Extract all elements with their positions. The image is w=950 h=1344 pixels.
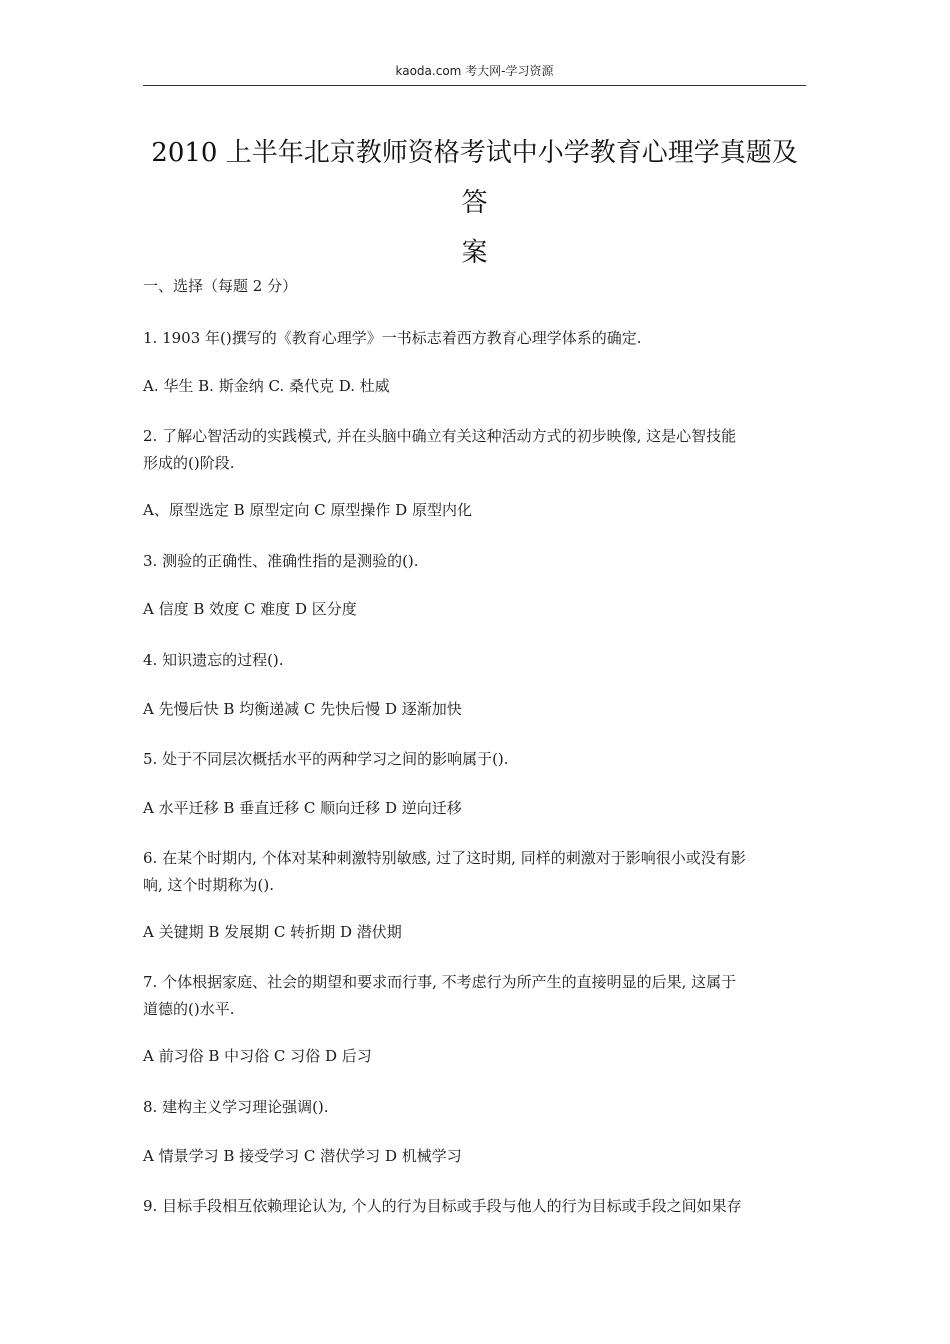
- document-title: [143, 128, 806, 278]
- question-6-stem: [143, 845, 808, 899]
- question-8-stem: 8. 建构主义学习理论强调().: [143, 1098, 329, 1116]
- question-3-options: A 信度 B 效度 C 难度 D 区分度: [143, 600, 357, 618]
- section-heading: 一、选择（每题 2 分）: [143, 277, 298, 295]
- question-7-stem-line-2: 道德的()水平.: [143, 1000, 235, 1018]
- header-divider: [143, 85, 806, 86]
- question-6-stem-line-2: 响, 这个时期称为().: [143, 876, 275, 894]
- title-line-2: 案: [461, 238, 488, 268]
- question-7-options: A 前习俗 B 中习俗 C 习俗 D 后习: [143, 1047, 372, 1065]
- question-5-options: A 水平迁移 B 垂直迁移 C 顺向迁移 D 逆向迁移: [143, 799, 462, 817]
- question-2-options: A、原型选定 B 原型定向 C 原型操作 D 原型内化: [143, 501, 472, 519]
- question-1-stem: 1. 1903 年()撰写的《教育心理学》一书标志着西方教育心理学体系的确定.: [143, 329, 642, 347]
- title-line-1: 2010 上半年北京教师资格考试中小学教育心理学真题及答: [151, 138, 798, 218]
- question-1-options: A. 华生 B. 斯金纳 C. 桑代克 D. 杜威: [143, 377, 390, 395]
- question-4-options: A 先慢后快 B 均衡递减 C 先快后慢 D 逐渐加快: [143, 700, 462, 718]
- question-8-options: A 情景学习 B 接受学习 C 潜伏学习 D 机械学习: [143, 1147, 462, 1165]
- question-3-stem: 3. 测验的正确性、准确性指的是测验的().: [143, 552, 419, 570]
- question-2-stem: [143, 423, 808, 477]
- question-5-stem: 5. 处于不同层次概括水平的两种学习之间的影响属于().: [143, 750, 509, 768]
- question-6-options: A 关键期 B 发展期 C 转折期 D 潜伏期: [143, 923, 402, 941]
- question-4-stem: 4. 知识遗忘的过程().: [143, 651, 284, 669]
- question-9-stem: 9. 目标手段相互依赖理论认为, 个人的行为目标或手段与他人的行为目标或手段之间如果存: [143, 1197, 742, 1215]
- question-2-stem-line-1: 2. 了解心智活动的实践模式, 并在头脑中确立有关这种活动方式的初步映像, 这是心智技能: [143, 427, 737, 445]
- question-7-stem: [143, 969, 808, 1023]
- question-6-stem-line-1: 6. 在某个时期内, 个体对某种刺激特别敏感, 过了这时期, 同样的刺激对于影响很小或没有影: [143, 849, 746, 867]
- question-2-stem-line-2: 形成的()阶段.: [143, 454, 235, 472]
- page-header-source: kaoda.com 考大网-学习资源: [395, 64, 554, 78]
- question-7-stem-line-1: 7. 个体根据家庭、社会的期望和要求而行事, 不考虑行为所产生的直接明显的后果, 这属于: [143, 973, 737, 991]
